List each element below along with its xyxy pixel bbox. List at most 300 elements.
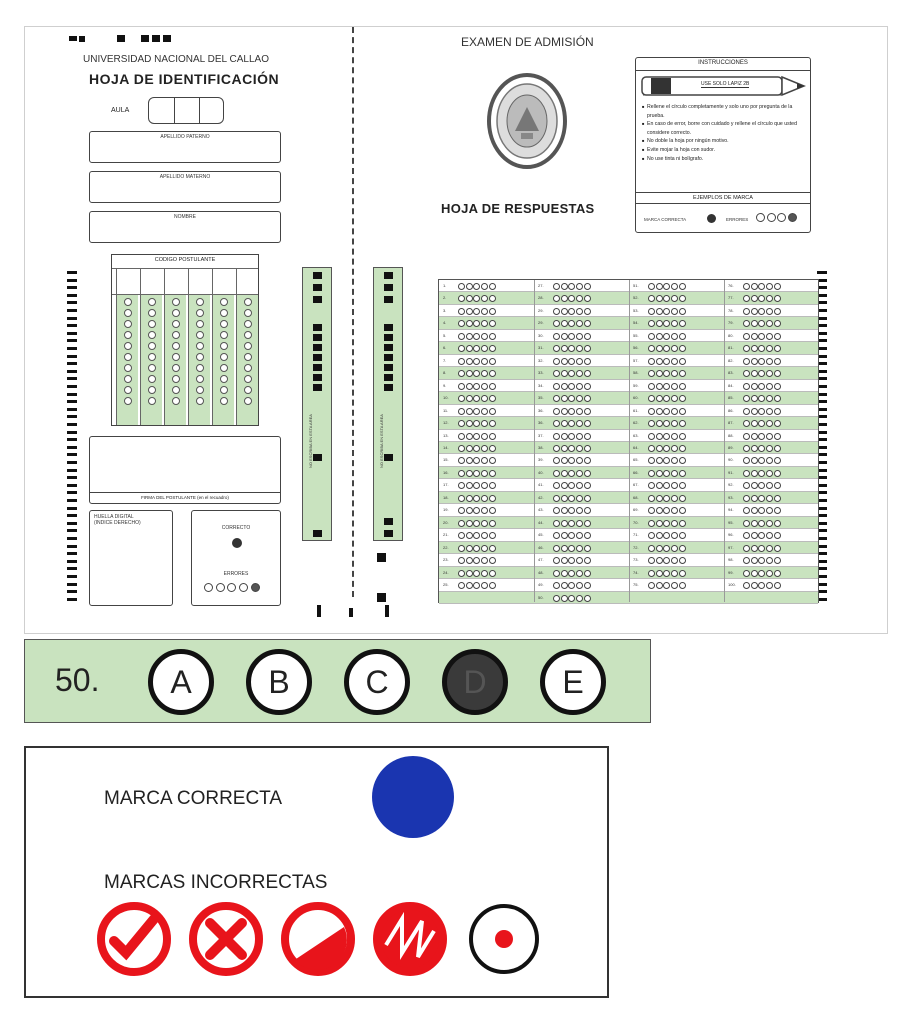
answer-bubbles[interactable] — [743, 282, 781, 291]
answer-bubble[interactable] — [584, 470, 591, 477]
answer-bubble[interactable] — [553, 383, 560, 390]
code-bubble[interactable] — [196, 342, 204, 350]
answer-bubble[interactable] — [648, 295, 655, 302]
answer-bubble[interactable] — [481, 333, 488, 340]
answer-bubbles[interactable] — [743, 531, 781, 540]
answer-bubble[interactable] — [466, 445, 473, 452]
answer-bubbles[interactable] — [648, 357, 686, 366]
code-bubble[interactable] — [124, 386, 132, 394]
answer-bubbles[interactable] — [743, 432, 781, 441]
answer-bubble[interactable] — [553, 482, 560, 489]
answer-bubbles[interactable] — [743, 344, 781, 353]
answer-bubble[interactable] — [458, 457, 465, 464]
answer-bubble[interactable] — [758, 283, 765, 290]
answer-bubble[interactable] — [584, 420, 591, 427]
code-bubble[interactable] — [244, 353, 252, 361]
answer-bubble[interactable] — [561, 520, 568, 527]
answer-bubbles[interactable] — [648, 394, 686, 403]
answer-bubble[interactable] — [751, 520, 758, 527]
code-bubble[interactable] — [196, 397, 204, 405]
answer-bubble[interactable] — [774, 408, 781, 415]
answer-bubble[interactable] — [473, 333, 480, 340]
answer-bubbles[interactable] — [458, 419, 496, 428]
code-bubble[interactable] — [172, 375, 180, 383]
answer-bubble[interactable] — [648, 545, 655, 552]
answer-bubble[interactable] — [489, 495, 496, 502]
answer-bubble[interactable] — [648, 532, 655, 539]
answer-bubble[interactable] — [758, 545, 765, 552]
answer-bubble[interactable] — [766, 445, 773, 452]
answer-bubble[interactable] — [774, 495, 781, 502]
answer-bubble[interactable] — [584, 283, 591, 290]
answer-bubble[interactable] — [489, 345, 496, 352]
answer-bubble[interactable] — [751, 370, 758, 377]
answer-bubble[interactable] — [663, 358, 670, 365]
answer-bubble[interactable] — [671, 370, 678, 377]
answer-bubbles[interactable] — [648, 581, 686, 590]
answer-bubbles[interactable] — [553, 444, 591, 453]
answer-bubble[interactable] — [481, 320, 488, 327]
answer-bubble[interactable] — [553, 470, 560, 477]
answer-bubble[interactable] — [648, 433, 655, 440]
answer-bubble[interactable] — [648, 320, 655, 327]
answer-bubble[interactable] — [466, 457, 473, 464]
answer-bubble[interactable] — [466, 370, 473, 377]
answer-bubble[interactable] — [663, 482, 670, 489]
answer-bubble[interactable] — [743, 582, 750, 589]
answer-bubble[interactable] — [679, 345, 686, 352]
answer-bubble[interactable] — [561, 345, 568, 352]
answer-bubble[interactable] — [648, 345, 655, 352]
answer-bubble[interactable] — [466, 433, 473, 440]
answer-bubbles[interactable] — [553, 344, 591, 353]
answer-bubble[interactable] — [584, 457, 591, 464]
answer-bubble[interactable] — [481, 495, 488, 502]
code-bubble[interactable] — [244, 331, 252, 339]
answer-bubble[interactable] — [553, 283, 560, 290]
answer-bubble[interactable] — [584, 482, 591, 489]
code-bubble[interactable] — [196, 309, 204, 317]
answer-bubble[interactable] — [489, 408, 496, 415]
answer-bubble[interactable] — [743, 570, 750, 577]
answer-bubble[interactable] — [458, 445, 465, 452]
answer-bubbles[interactable] — [648, 282, 686, 291]
answer-bubble[interactable] — [561, 470, 568, 477]
answer-bubble[interactable] — [553, 445, 560, 452]
answer-bubbles[interactable] — [553, 494, 591, 503]
answer-bubble[interactable] — [553, 495, 560, 502]
answer-bubble[interactable] — [648, 283, 655, 290]
answer-bubble[interactable] — [743, 445, 750, 452]
answer-bubble[interactable] — [458, 470, 465, 477]
answer-bubble[interactable] — [568, 395, 575, 402]
answer-bubble[interactable] — [458, 358, 465, 365]
answer-bubble[interactable] — [679, 445, 686, 452]
answer-bubble[interactable] — [648, 495, 655, 502]
answer-bubble[interactable] — [568, 408, 575, 415]
answer-bubble[interactable] — [774, 445, 781, 452]
answer-bubbles[interactable] — [553, 569, 591, 578]
answer-bubbles[interactable] — [743, 456, 781, 465]
answer-bubble[interactable] — [743, 520, 750, 527]
answer-bubble[interactable] — [751, 383, 758, 390]
answer-bubble[interactable] — [774, 308, 781, 315]
answer-bubble[interactable] — [576, 482, 583, 489]
answer-bubble[interactable] — [758, 457, 765, 464]
answer-bubble[interactable] — [656, 295, 663, 302]
answer-bubble[interactable] — [458, 507, 465, 514]
answer-bubble[interactable] — [671, 457, 678, 464]
answer-bubble[interactable] — [489, 370, 496, 377]
answer-bubble[interactable] — [663, 383, 670, 390]
answer-bubble[interactable] — [576, 308, 583, 315]
answer-bubble[interactable] — [466, 295, 473, 302]
code-bubble[interactable] — [172, 342, 180, 350]
answer-bubbles[interactable] — [648, 456, 686, 465]
answer-bubbles[interactable] — [743, 556, 781, 565]
answer-bubbles[interactable] — [743, 369, 781, 378]
answer-bubble[interactable] — [466, 395, 473, 402]
answer-bubble[interactable] — [766, 358, 773, 365]
answer-bubble[interactable] — [766, 345, 773, 352]
answer-bubble[interactable] — [656, 582, 663, 589]
answer-bubble[interactable] — [774, 520, 781, 527]
answer-bubble[interactable] — [466, 283, 473, 290]
answer-bubble[interactable] — [671, 395, 678, 402]
answer-bubble[interactable] — [458, 283, 465, 290]
answer-bubble[interactable] — [679, 582, 686, 589]
code-bubble[interactable] — [124, 397, 132, 405]
answer-bubble[interactable] — [466, 532, 473, 539]
code-bubble[interactable] — [196, 331, 204, 339]
answer-bubble[interactable] — [679, 545, 686, 552]
answer-bubbles[interactable] — [458, 506, 496, 515]
answer-bubble[interactable] — [766, 283, 773, 290]
answer-bubble[interactable] — [553, 557, 560, 564]
answer-bubble[interactable] — [774, 570, 781, 577]
code-bubble[interactable] — [196, 353, 204, 361]
answer-bubble[interactable] — [568, 333, 575, 340]
answer-bubble[interactable] — [561, 295, 568, 302]
answer-bubble[interactable] — [766, 370, 773, 377]
answer-bubble[interactable] — [576, 333, 583, 340]
answer-bubbles[interactable] — [648, 294, 686, 303]
answer-bubble[interactable] — [473, 295, 480, 302]
answer-bubbles[interactable] — [553, 456, 591, 465]
answer-bubble[interactable] — [553, 295, 560, 302]
answer-bubble[interactable] — [466, 408, 473, 415]
answer-bubble[interactable] — [473, 320, 480, 327]
code-bubble[interactable] — [148, 397, 156, 405]
answer-bubble[interactable] — [774, 383, 781, 390]
answer-bubbles[interactable] — [743, 382, 781, 391]
answer-bubble[interactable] — [743, 320, 750, 327]
option-c-bubble[interactable]: C — [344, 649, 410, 715]
answer-bubble[interactable] — [656, 445, 663, 452]
answer-bubbles[interactable] — [648, 556, 686, 565]
answer-bubble[interactable] — [553, 433, 560, 440]
answer-bubble[interactable] — [458, 308, 465, 315]
answer-bubble[interactable] — [743, 345, 750, 352]
answer-bubbles[interactable] — [458, 494, 496, 503]
answer-bubbles[interactable] — [553, 332, 591, 341]
answer-bubble[interactable] — [663, 295, 670, 302]
answer-bubble[interactable] — [481, 557, 488, 564]
answer-bubble[interactable] — [758, 557, 765, 564]
answer-bubble[interactable] — [751, 582, 758, 589]
answer-bubbles[interactable] — [743, 469, 781, 478]
answer-bubble[interactable] — [568, 570, 575, 577]
answer-bubble[interactable] — [751, 320, 758, 327]
answer-bubble[interactable] — [489, 520, 496, 527]
answer-bubble[interactable] — [576, 532, 583, 539]
answer-bubble[interactable] — [743, 532, 750, 539]
answer-bubble[interactable] — [743, 333, 750, 340]
answer-bubbles[interactable] — [458, 307, 496, 316]
code-bubble[interactable] — [220, 375, 228, 383]
answer-bubble[interactable] — [481, 482, 488, 489]
answer-bubbles[interactable] — [458, 519, 496, 528]
answer-bubble[interactable] — [743, 295, 750, 302]
answer-bubble[interactable] — [656, 433, 663, 440]
answer-bubble[interactable] — [758, 370, 765, 377]
answer-bubbles[interactable] — [743, 419, 781, 428]
answer-bubble[interactable] — [774, 420, 781, 427]
answer-bubble[interactable] — [561, 358, 568, 365]
answer-bubble[interactable] — [481, 457, 488, 464]
code-bubble[interactable] — [148, 309, 156, 317]
answer-bubble[interactable] — [766, 582, 773, 589]
answer-bubble[interactable] — [774, 358, 781, 365]
answer-bubbles[interactable] — [743, 481, 781, 490]
answer-bubble[interactable] — [568, 383, 575, 390]
answer-bubble[interactable] — [568, 495, 575, 502]
answer-bubble[interactable] — [584, 333, 591, 340]
answer-bubble[interactable] — [751, 570, 758, 577]
answer-bubble[interactable] — [766, 295, 773, 302]
answer-bubble[interactable] — [743, 557, 750, 564]
answer-bubble[interactable] — [473, 570, 480, 577]
answer-bubble[interactable] — [481, 383, 488, 390]
answer-bubble[interactable] — [758, 358, 765, 365]
answer-bubble[interactable] — [561, 595, 568, 602]
answer-bubble[interactable] — [458, 370, 465, 377]
answer-bubbles[interactable] — [648, 519, 686, 528]
answer-bubbles[interactable] — [553, 481, 591, 490]
answer-bubble[interactable] — [489, 557, 496, 564]
answer-bubble[interactable] — [751, 358, 758, 365]
answer-bubble[interactable] — [553, 395, 560, 402]
answer-bubble[interactable] — [458, 408, 465, 415]
answer-bubble[interactable] — [473, 445, 480, 452]
answer-bubble[interactable] — [481, 283, 488, 290]
answer-bubble[interactable] — [671, 545, 678, 552]
answer-bubbles[interactable] — [648, 444, 686, 453]
aula-field[interactable] — [148, 97, 224, 124]
answer-bubble[interactable] — [648, 557, 655, 564]
answer-bubble[interactable] — [576, 408, 583, 415]
answer-bubble[interactable] — [766, 520, 773, 527]
code-bubble[interactable] — [244, 298, 252, 306]
answer-bubbles[interactable] — [743, 544, 781, 553]
answer-bubble[interactable] — [663, 433, 670, 440]
answer-bubble[interactable] — [466, 482, 473, 489]
answer-bubble[interactable] — [458, 345, 465, 352]
answer-bubbles[interactable] — [553, 319, 591, 328]
answer-bubble[interactable] — [751, 295, 758, 302]
answer-bubble[interactable] — [774, 295, 781, 302]
answer-bubble[interactable] — [743, 433, 750, 440]
answer-bubble[interactable] — [568, 457, 575, 464]
answer-bubble[interactable] — [481, 520, 488, 527]
answer-bubble[interactable] — [481, 445, 488, 452]
code-bubble[interactable] — [244, 375, 252, 383]
code-bubble[interactable] — [148, 353, 156, 361]
answer-bubble[interactable] — [473, 532, 480, 539]
answer-bubble[interactable] — [553, 532, 560, 539]
answer-bubble[interactable] — [663, 395, 670, 402]
answer-bubbles[interactable] — [458, 481, 496, 490]
answer-bubble[interactable] — [584, 370, 591, 377]
answer-bubbles[interactable] — [743, 581, 781, 590]
answer-bubble[interactable] — [576, 582, 583, 589]
answer-bubble[interactable] — [656, 557, 663, 564]
code-digit-column[interactable] — [116, 295, 138, 425]
answer-bubble[interactable] — [473, 308, 480, 315]
answer-bubble[interactable] — [553, 507, 560, 514]
answer-bubbles[interactable] — [553, 531, 591, 540]
answer-bubble[interactable] — [656, 283, 663, 290]
answer-bubble[interactable] — [648, 520, 655, 527]
code-bubble[interactable] — [220, 353, 228, 361]
answer-bubble[interactable] — [679, 433, 686, 440]
answer-bubble[interactable] — [568, 370, 575, 377]
answer-bubble[interactable] — [576, 370, 583, 377]
answer-bubble[interactable] — [584, 532, 591, 539]
answer-bubble[interactable] — [489, 507, 496, 514]
answer-bubble[interactable] — [568, 320, 575, 327]
answer-bubble[interactable] — [663, 370, 670, 377]
answer-bubble[interactable] — [679, 295, 686, 302]
answer-bubbles[interactable] — [648, 369, 686, 378]
answer-bubble[interactable] — [489, 308, 496, 315]
answer-bubble[interactable] — [656, 457, 663, 464]
answer-bubble[interactable] — [489, 395, 496, 402]
answer-bubble[interactable] — [766, 333, 773, 340]
answer-bubble[interactable] — [774, 395, 781, 402]
answer-bubble[interactable] — [751, 283, 758, 290]
answer-bubble[interactable] — [743, 470, 750, 477]
answer-bubble[interactable] — [568, 433, 575, 440]
answer-bubble[interactable] — [758, 470, 765, 477]
answer-bubbles[interactable] — [648, 332, 686, 341]
answer-bubble[interactable] — [663, 445, 670, 452]
answer-bubble[interactable] — [648, 333, 655, 340]
answer-bubble[interactable] — [576, 470, 583, 477]
answer-bubble[interactable] — [458, 383, 465, 390]
answer-bubble[interactable] — [568, 470, 575, 477]
answer-bubble[interactable] — [553, 333, 560, 340]
code-bubble[interactable] — [148, 331, 156, 339]
answer-bubble[interactable] — [751, 433, 758, 440]
answer-bubbles[interactable] — [743, 357, 781, 366]
answer-bubble[interactable] — [458, 482, 465, 489]
apellido-materno-field[interactable]: APELLIDO MATERNO — [89, 171, 281, 203]
answer-bubbles[interactable] — [553, 419, 591, 428]
answer-bubble[interactable] — [584, 358, 591, 365]
code-bubble[interactable] — [220, 298, 228, 306]
answer-bubble[interactable] — [489, 383, 496, 390]
answer-bubble[interactable] — [774, 532, 781, 539]
answer-bubble[interactable] — [481, 433, 488, 440]
answer-bubble[interactable] — [553, 408, 560, 415]
answer-bubble[interactable] — [758, 295, 765, 302]
answer-bubble[interactable] — [466, 570, 473, 577]
answer-bubble[interactable] — [671, 445, 678, 452]
answer-bubble[interactable] — [648, 395, 655, 402]
answer-bubble[interactable] — [458, 545, 465, 552]
answer-bubble[interactable] — [553, 420, 560, 427]
answer-bubble[interactable] — [584, 520, 591, 527]
answer-bubble[interactable] — [766, 532, 773, 539]
answer-bubble[interactable] — [458, 420, 465, 427]
answer-bubbles[interactable] — [648, 419, 686, 428]
code-bubble[interactable] — [124, 375, 132, 383]
answer-bubble[interactable] — [671, 295, 678, 302]
answer-bubble[interactable] — [466, 308, 473, 315]
answer-bubble[interactable] — [671, 532, 678, 539]
answer-bubble[interactable] — [751, 308, 758, 315]
answer-bubble[interactable] — [758, 395, 765, 402]
answer-bubble[interactable] — [568, 482, 575, 489]
answer-bubbles[interactable] — [553, 556, 591, 565]
answer-bubble[interactable] — [568, 283, 575, 290]
answer-bubble[interactable] — [481, 295, 488, 302]
code-bubble[interactable] — [148, 364, 156, 372]
answer-bubble[interactable] — [671, 557, 678, 564]
answer-bubble[interactable] — [473, 420, 480, 427]
answer-bubble[interactable] — [758, 408, 765, 415]
answer-bubble[interactable] — [553, 595, 560, 602]
answer-bubbles[interactable] — [458, 382, 496, 391]
answer-bubbles[interactable] — [553, 581, 591, 590]
code-bubble[interactable] — [124, 320, 132, 328]
answer-bubble[interactable] — [766, 308, 773, 315]
answer-bubble[interactable] — [584, 345, 591, 352]
answer-bubble[interactable] — [663, 408, 670, 415]
answer-bubble[interactable] — [758, 532, 765, 539]
answer-bubble[interactable] — [458, 395, 465, 402]
answer-bubble[interactable] — [584, 395, 591, 402]
answer-bubble[interactable] — [656, 495, 663, 502]
answer-bubbles[interactable] — [743, 332, 781, 341]
answer-bubble[interactable] — [458, 570, 465, 577]
answer-bubble[interactable] — [584, 295, 591, 302]
answer-bubbles[interactable] — [553, 307, 591, 316]
answer-bubble[interactable] — [648, 370, 655, 377]
answer-bubble[interactable] — [473, 482, 480, 489]
code-bubble[interactable] — [124, 342, 132, 350]
answer-bubble[interactable] — [766, 433, 773, 440]
answer-bubbles[interactable] — [743, 319, 781, 328]
answer-bubble[interactable] — [656, 395, 663, 402]
answer-bubble[interactable] — [553, 370, 560, 377]
answer-bubble[interactable] — [656, 570, 663, 577]
answer-bubble[interactable] — [648, 408, 655, 415]
answer-bubbles[interactable] — [458, 394, 496, 403]
answer-bubble[interactable] — [758, 520, 765, 527]
answer-bubble[interactable] — [466, 358, 473, 365]
